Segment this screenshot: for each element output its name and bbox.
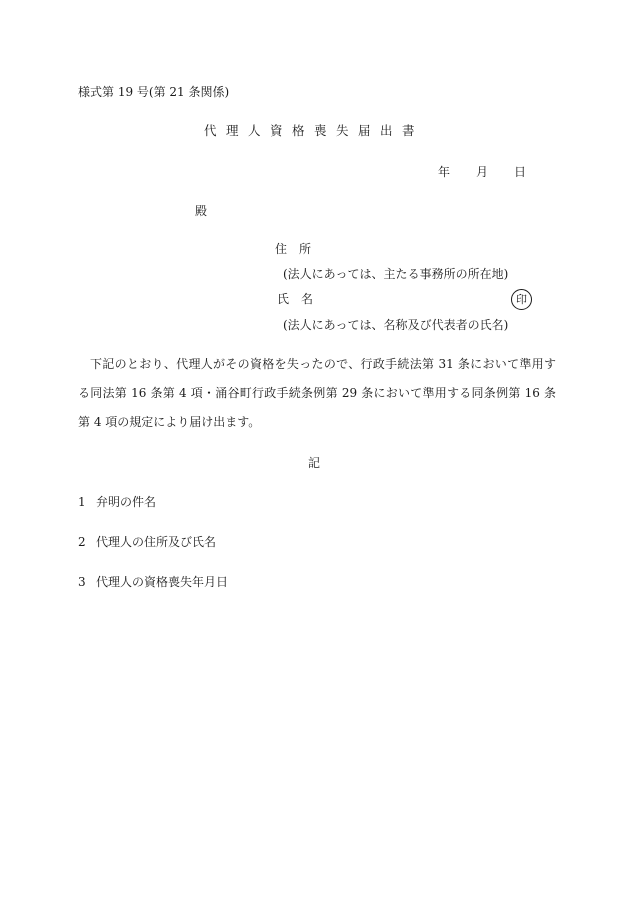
date-day-label: 日	[514, 165, 527, 179]
seal-mark: 印	[511, 289, 532, 310]
list-item-text: 代理人の住所及び氏名	[96, 535, 217, 549]
list-item-text: 弁明の件名	[96, 495, 157, 509]
list-item	[78, 496, 156, 508]
recipient-honorific: 殿	[195, 204, 208, 218]
list-item-number: 2	[78, 535, 86, 549]
address-label: 住所	[275, 242, 324, 256]
document-title: 代理人資格喪失届出書	[204, 123, 425, 138]
body-paragraph: 下記のとおり、代理人がその資格を失ったので、行政手続法第 31 条において準用する同法第 16 条第 4 項・涌谷町行政手続条例第 29 条において準用する同条例第 16 条第 4 項の規定により届け出ます。	[78, 357, 556, 429]
form-number: 様式第 19 号(第 21 条関係)	[78, 85, 230, 99]
address-note: (法人にあっては、主たる事務所の所在地)	[283, 267, 509, 281]
list-item	[78, 576, 228, 588]
ki-heading: 記	[308, 456, 321, 470]
list-item	[78, 536, 216, 548]
name-note: (法人にあっては、名称及び代表者の氏名)	[283, 318, 509, 332]
name-label: 氏名	[277, 292, 326, 306]
list-item-text: 代理人の資格喪失年月日	[96, 575, 229, 589]
list-item-number: 1	[78, 495, 86, 509]
date-line	[438, 166, 526, 178]
date-year-label: 年	[438, 165, 451, 179]
date-month-label: 月	[476, 165, 489, 179]
list-item-number: 3	[78, 575, 86, 589]
